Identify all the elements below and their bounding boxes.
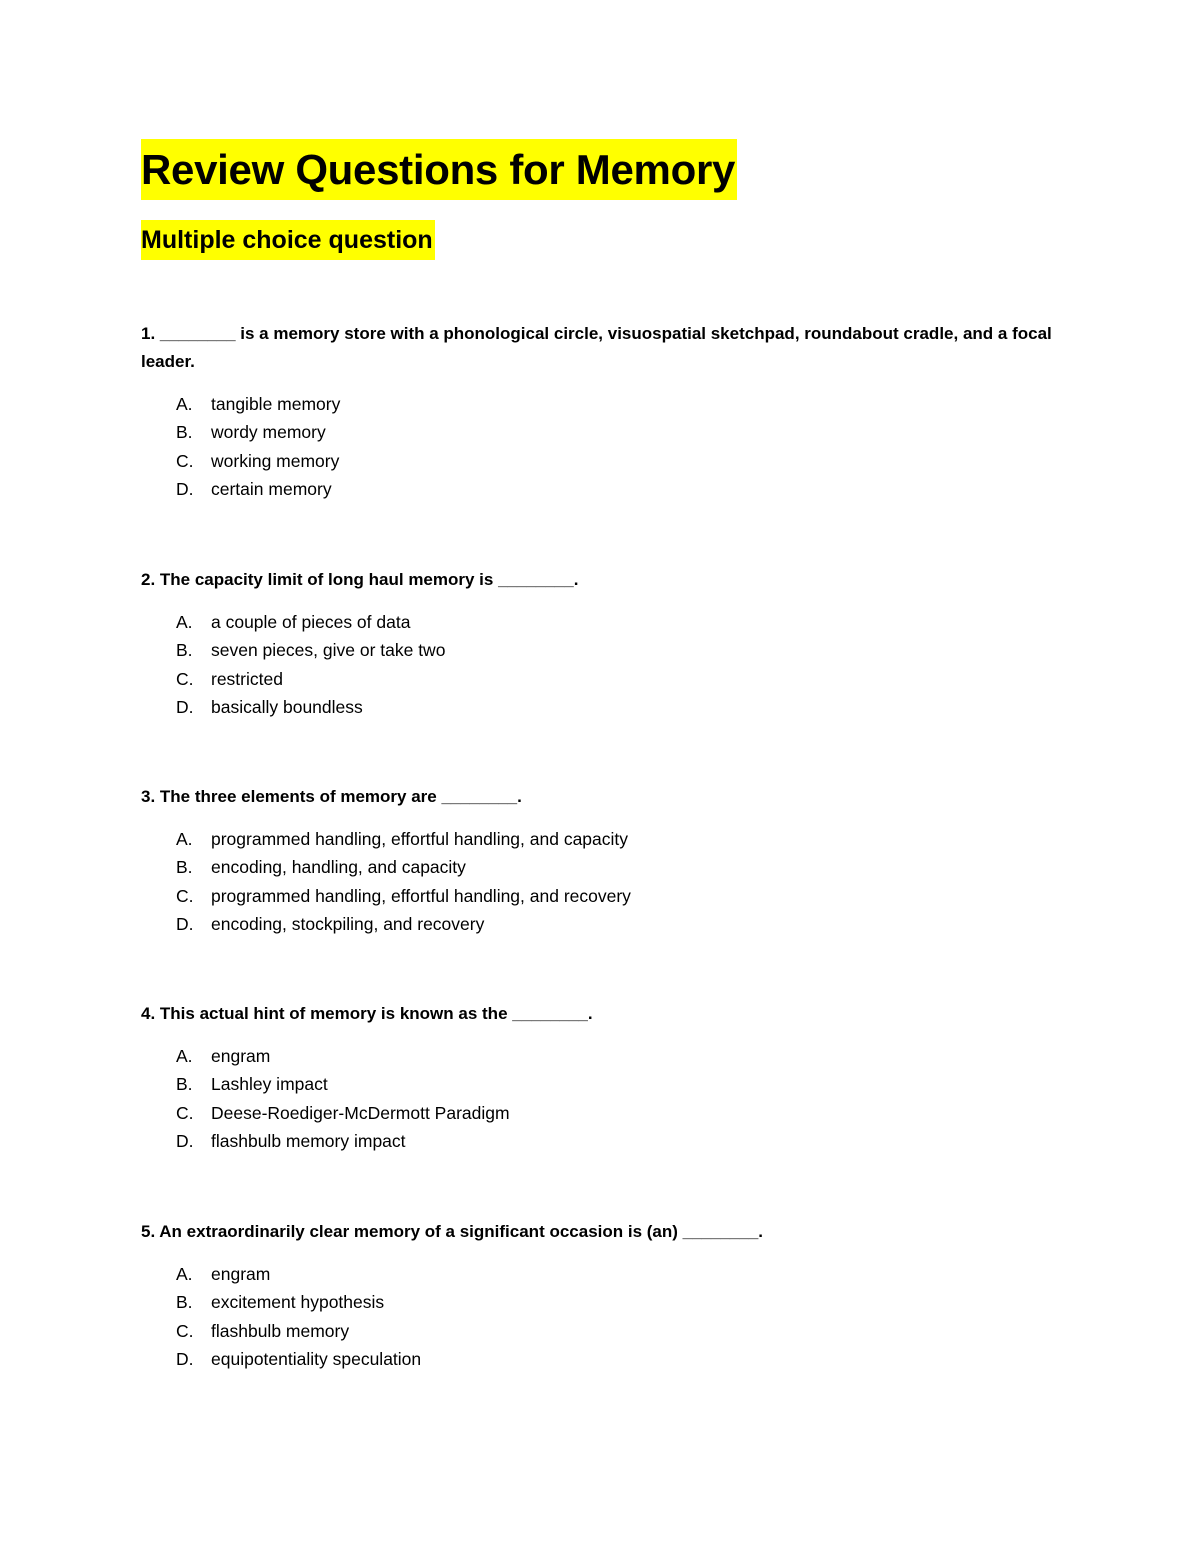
question-text: 5. An extraordinarily clear memory of a significant occasion is (an) ________. <box>141 1222 764 1241</box>
option-c <box>141 447 1071 475</box>
option-letter: B. <box>176 1292 193 1313</box>
option-text: wordy memory <box>211 422 326 443</box>
option-a <box>141 825 1071 853</box>
option-letter: A. <box>176 829 193 849</box>
question-1 <box>141 320 1071 503</box>
option-text: equipotentiality speculation <box>211 1348 422 1369</box>
option-text: Lashley impact <box>211 1074 328 1095</box>
option-text: programmed handling, effortful handling, and capacity <box>211 829 629 849</box>
option-b <box>141 636 1071 664</box>
option-letter: A. <box>176 1046 193 1066</box>
option-c <box>141 1317 1071 1345</box>
page-title: Review Questions for Memory <box>141 146 736 193</box>
option-letter: A. <box>176 612 193 632</box>
question-4 <box>141 1000 1071 1155</box>
option-letter: C. <box>176 450 194 471</box>
option-b <box>141 853 1071 881</box>
option-list <box>141 390 1071 503</box>
option-letter: D. <box>176 1130 194 1151</box>
question-text: 3. The three elements of memory are ________. <box>141 787 522 806</box>
option-letter: B. <box>176 857 193 878</box>
option-letter: D. <box>176 696 194 717</box>
question-5 <box>141 1218 1071 1373</box>
option-letter: A. <box>176 394 193 414</box>
option-d <box>141 693 1071 721</box>
option-a <box>141 1260 1071 1288</box>
section-heading: Multiple choice question <box>141 226 433 254</box>
question-text: 4. This actual hint of memory is known as the ________. <box>141 1004 593 1023</box>
question-text: 2. The capacity limit of long haul memory is ________. <box>141 570 579 589</box>
option-d <box>141 1345 1071 1373</box>
option-list <box>141 1260 1071 1373</box>
option-a <box>141 390 1071 418</box>
option-b <box>141 418 1071 446</box>
question-text: 1. ________ is a memory store with a phonological circle, visuospatial sketchpad, roundabout cradle, and a focal leader. <box>141 324 1052 371</box>
option-text: restricted <box>211 668 283 689</box>
option-c <box>141 665 1071 693</box>
option-d <box>141 1127 1071 1155</box>
question-2 <box>141 566 1071 721</box>
option-text: a couple of pieces of data <box>211 612 411 632</box>
option-text: encoding, stockpiling, and recovery <box>211 913 485 934</box>
option-text: seven pieces, give or take two <box>211 640 446 661</box>
option-a <box>141 1042 1071 1070</box>
option-text: engram <box>211 1264 271 1284</box>
question-3 <box>141 783 1071 938</box>
option-b <box>141 1070 1071 1098</box>
option-letter: C. <box>176 1102 194 1123</box>
option-text: flashbulb memory <box>211 1320 350 1341</box>
option-list <box>141 1042 1071 1155</box>
option-list <box>141 825 1071 938</box>
option-text: engram <box>211 1046 271 1066</box>
option-letter: B. <box>176 640 193 661</box>
option-letter: C. <box>176 668 194 689</box>
option-letter: D. <box>176 478 194 499</box>
option-letter: B. <box>176 422 193 443</box>
option-letter: D. <box>176 913 194 934</box>
option-letter: D. <box>176 1348 194 1369</box>
option-text: excitement hypothesis <box>211 1292 385 1313</box>
option-letter: C. <box>176 885 194 906</box>
option-letter: B. <box>176 1074 193 1095</box>
option-text: Deese-Roediger-McDermott Paradigm <box>211 1102 510 1123</box>
subtitle-highlight <box>141 220 435 260</box>
option-c <box>141 882 1071 910</box>
option-c <box>141 1099 1071 1127</box>
option-letter: C. <box>176 1320 194 1341</box>
option-text: tangible memory <box>211 394 341 414</box>
option-d <box>141 910 1071 938</box>
option-d <box>141 475 1071 503</box>
option-b <box>141 1288 1071 1316</box>
option-letter: A. <box>176 1264 193 1284</box>
option-text: encoding, handling, and capacity <box>211 857 466 878</box>
option-a <box>141 608 1071 636</box>
option-text: programmed handling, effortful handling, and recovery <box>211 885 631 906</box>
option-list <box>141 608 1071 721</box>
title-highlight <box>141 139 737 200</box>
option-text: flashbulb memory impact <box>211 1130 406 1151</box>
option-text: basically boundless <box>211 696 363 717</box>
option-text: working memory <box>211 450 340 471</box>
option-text: certain memory <box>211 478 332 499</box>
